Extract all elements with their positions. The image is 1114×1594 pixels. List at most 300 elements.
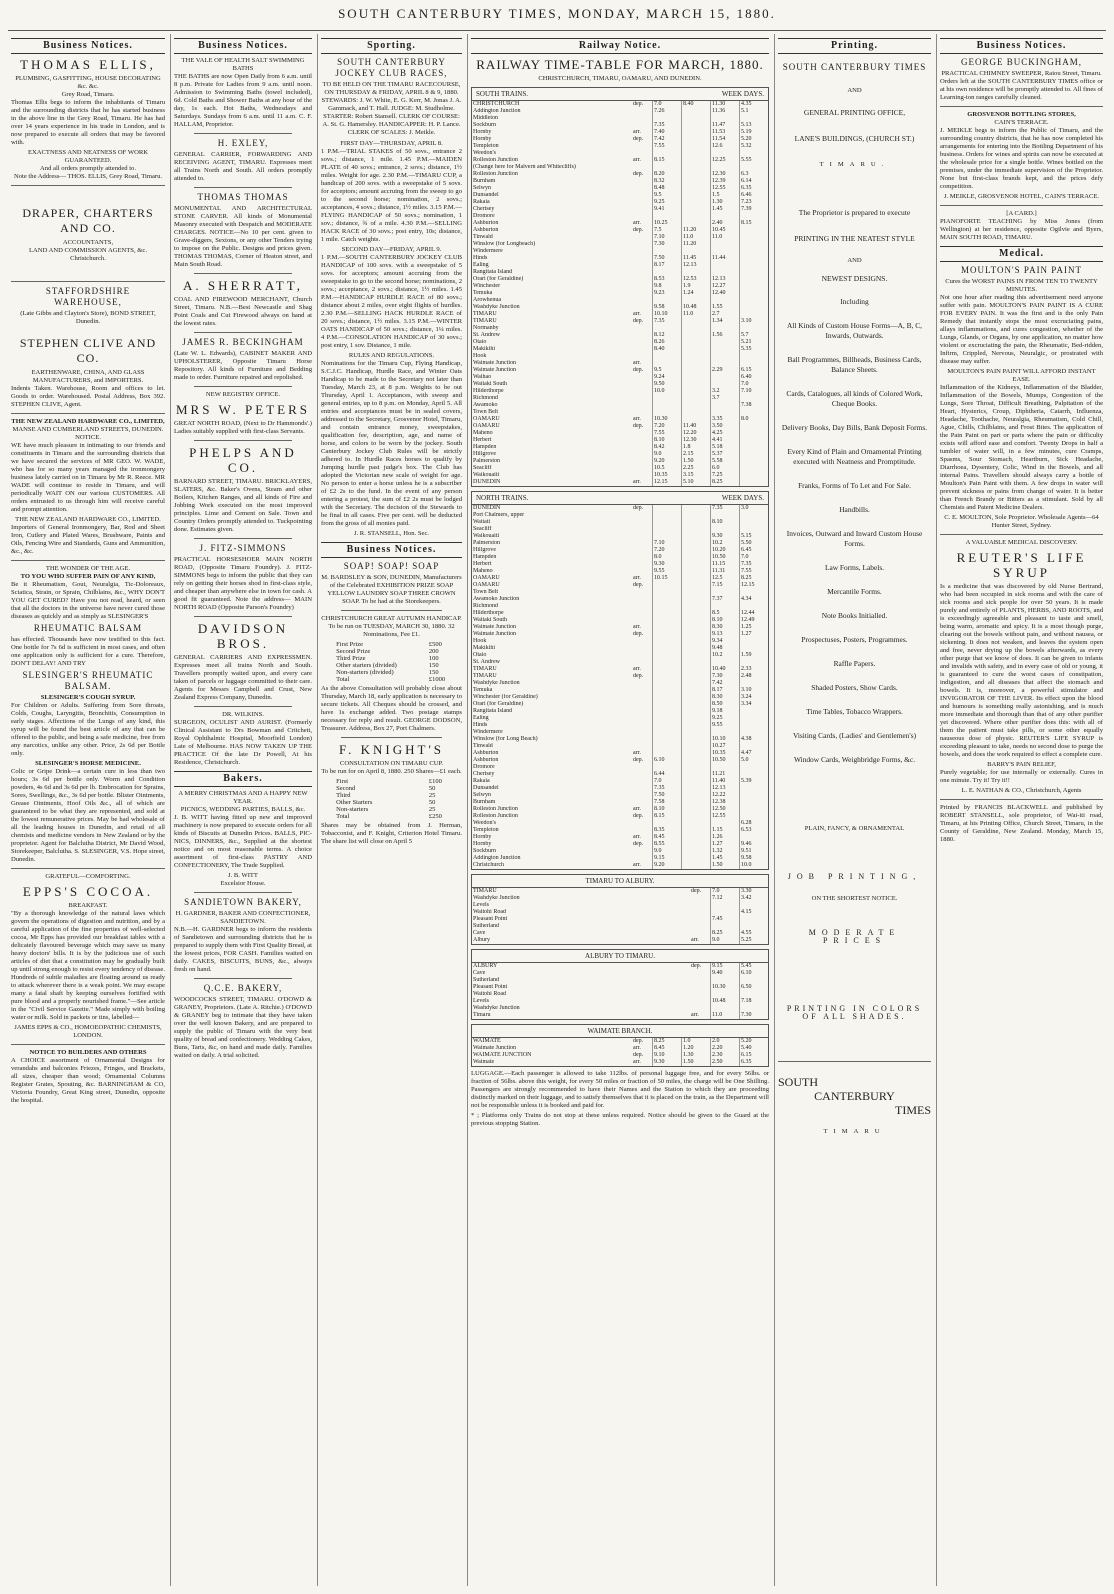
ad-title: REUTER'S LIFE SYRUP bbox=[956, 550, 1087, 580]
station-name: Waihao bbox=[473, 374, 492, 380]
station-name: Hillgrove bbox=[473, 451, 496, 457]
imprint: Printed by FRANCIS BLACKWELL and published by ROBERT STANSELL, sole proprietor, of Wai-iti road, Timaru, at his Printing Office, Church Street, Timaru, in the County of Geraldine, New Zealand. Monday, March 15, 1880. bbox=[940, 804, 1103, 843]
time-cell bbox=[682, 659, 711, 666]
arr-dep bbox=[632, 547, 653, 554]
table-row bbox=[472, 234, 768, 241]
table-row bbox=[472, 374, 768, 381]
table-row bbox=[472, 164, 768, 171]
time-cell: 10.45 bbox=[711, 227, 740, 234]
ad-subtitle: MOULTON'S PAIN PAINT WILL AFFORD INSTANT EASE. bbox=[947, 368, 1096, 383]
arr-dep bbox=[632, 346, 653, 353]
time-cell bbox=[740, 638, 769, 645]
time-cell: 6.28 bbox=[740, 820, 769, 827]
time-cell bbox=[653, 764, 682, 771]
arr-dep: dep. bbox=[633, 423, 644, 429]
time-cell: 6.44 bbox=[653, 771, 682, 778]
column-5 bbox=[774, 34, 934, 1586]
ad-body: STEWARDS: J. W. White, E. G. Kerr, M. Jonas J. A. Gammack, and T. Hall. JUDGE: M. Studholme. STARTER: Robert Stansell. CLERK OF COURSE: A. St. G. Hamersley. HANDICAPPER: H. P. Lance. CLERK OF SCALES: J. Meikle. bbox=[321, 97, 462, 136]
time-cell: 12.30 bbox=[711, 171, 740, 178]
table-row bbox=[472, 318, 768, 325]
station-name: Winslow (for Longbeach) bbox=[473, 241, 536, 247]
station-name: Cave bbox=[473, 970, 486, 976]
return-box bbox=[471, 949, 769, 1020]
time-cell: 9.18 bbox=[711, 708, 740, 715]
time-cell: 9.58 bbox=[740, 855, 769, 862]
time-cell bbox=[682, 199, 711, 206]
time-cell: 2.33 bbox=[740, 666, 769, 673]
time-cell: 5.37 bbox=[711, 451, 740, 458]
time-cell bbox=[682, 505, 711, 512]
table-row bbox=[472, 395, 768, 402]
time-cell: 7.42 bbox=[653, 136, 682, 143]
arr-dep bbox=[632, 122, 653, 129]
table-row bbox=[472, 729, 768, 736]
ad-subtitle: MANSE AND CUMBERLAND STREETS, DUNEDIN. bbox=[12, 426, 164, 433]
time-cell: 5.40 bbox=[740, 1045, 769, 1052]
time-cell: 11.40 bbox=[682, 423, 711, 430]
arr-dep: arr. bbox=[633, 479, 641, 485]
arr-dep: 150 bbox=[428, 662, 439, 669]
time-cell: 7.58 bbox=[653, 799, 682, 806]
table-row bbox=[472, 430, 768, 437]
time-cell bbox=[740, 269, 769, 276]
station-name: Awamoko Junction bbox=[473, 596, 520, 602]
arr-dep: dep. bbox=[633, 318, 644, 324]
time-cell: 11.53 bbox=[711, 129, 740, 136]
time-cell: 10.35 bbox=[653, 472, 682, 479]
table-row bbox=[472, 610, 768, 617]
time-cell bbox=[740, 771, 769, 778]
station-name: Total bbox=[336, 813, 350, 820]
station-name: Second Prize bbox=[336, 648, 371, 655]
time-cell bbox=[682, 806, 711, 813]
time-cell: 10.5 bbox=[653, 465, 682, 472]
time-cell bbox=[740, 645, 769, 652]
time-cell: 8.45 bbox=[653, 834, 682, 841]
time-cell bbox=[682, 213, 711, 220]
station-name: Waitohi Road bbox=[473, 909, 507, 915]
time-cell bbox=[682, 834, 711, 841]
arr-dep: 25 bbox=[428, 806, 436, 813]
time-cell: 1.34 bbox=[711, 318, 740, 325]
time-cell bbox=[653, 512, 682, 519]
table-row bbox=[335, 676, 448, 683]
time-cell: 2.48 bbox=[740, 673, 769, 680]
time-cell: 10.48 bbox=[711, 998, 740, 1005]
ad-body: Nominations for the Timaru Cup, Flying Handicap, S.C.J.C. Handicap, Hurdle Race, and Winter Oats Handicap to be made to the Secretary not later than Tuesday, March 23, at 8 p.m. Weights to be out Thursday, April 1. Acceptances, with sweep and general entries, up to 8 p.m. on Monday, April 5. All entries and acceptances must be in sealed covers, addressed to the Secretary, Grosvenor Hotel, Timaru, and contain entrance money, sweepstakes, qualification fee, description, age, and name of horse, and colors to be worn by the jockey. South Canterbury Jockey Club Rules will be strictly adhered to. In Hurdle Races horses to qualify by Jumping hurdle past judge's box. The Club has adopted the Victorian new scale of weight for age. No person to enter a horse unless he is a subscriber of £2 2s to the fund. In the event of any person entering a protest, the sum of £2 2s must be lodged with the Secretary. The decision of the Stewards to be final in all cases. Five per cent. will be deducted from the gross of all monies paid. bbox=[321, 360, 462, 527]
time-cell bbox=[711, 977, 740, 984]
time-cell bbox=[682, 150, 711, 157]
time-cell: 10.2 bbox=[711, 540, 740, 547]
time-cell bbox=[653, 722, 682, 729]
divider bbox=[194, 440, 292, 441]
station-name: Herbert bbox=[473, 561, 492, 567]
time-cell bbox=[653, 505, 682, 512]
time-cell: 4.55 bbox=[740, 930, 769, 937]
time-cell bbox=[740, 729, 769, 736]
time-cell bbox=[682, 715, 711, 722]
time-cell: 4.25 bbox=[711, 430, 740, 437]
time-cell: 7.18 bbox=[740, 998, 769, 1005]
time-cell bbox=[653, 680, 682, 687]
station-name: Orari (for Geraldine) bbox=[473, 701, 524, 707]
section-heading: Sporting. bbox=[321, 38, 462, 54]
arr-dep bbox=[690, 930, 711, 937]
table-row bbox=[472, 785, 768, 792]
station-name: OAMARU bbox=[473, 575, 500, 581]
time-cell bbox=[653, 519, 682, 526]
time-cell bbox=[740, 465, 769, 472]
section-heading: Railway Notice. bbox=[471, 38, 769, 54]
time-cell bbox=[682, 339, 711, 346]
ad-body: Inflammation of the Kidneys, Inflammation of the Bladder, Inflammation of the Bowels, Mumps, Congestion of the Lungs, Sore Throat, Difficult Breathing, Palpitation of the Heart, Hysterics, Croup, Diphtheria, Catarrh, Influenza, Headache, Toothache, Neuralgia, Rheumatism, Cold Chill, Ague, Chills, Chilblains, and Frost Bites. The application of the Pain Paint on part or parts where the pain or difficulty exists will afford ease and comfort. Twenty Drops in half a tumbler of water will, in a few minutes, cure Cramps, Spasms, Sour Stomach, Heartburn, Sick Headache, Diarrhoea, Dysentery, Colic, Wind in the Bowels, and all internal Pains. Travellers should always carry a bottle of Moulton's Pain Paint with them. A few drops in water will prevent sickness or pains from change of water. It is better than French Brandy or Bitters as a stimulant. Sold by all Chemists and Patent Medicine Dealers. bbox=[940, 384, 1103, 511]
station-name: CHRISTCHURCH bbox=[473, 101, 520, 107]
arr-dep: arr. bbox=[633, 220, 641, 226]
time-cell: 7.55 bbox=[653, 143, 682, 150]
time-cell bbox=[682, 785, 711, 792]
arr-dep: dep. bbox=[633, 136, 644, 142]
time-cell bbox=[682, 122, 711, 129]
table-row bbox=[472, 799, 768, 806]
time-cell bbox=[682, 554, 711, 561]
ad-body: WE have much pleasure in intimating to our friends and constituents in Timaru and the surrounding districts that we have secured the services of MR GEO. W. WADE, who has for so many years managed the ironmongery business lately carried on in Timaru by Mr R. Reece. MR WADE will continue to reside in Timaru, and will periodically WAIT ON our various CUSTOMERS. All orders entrusted to us through him will receive careful and prompt attention. bbox=[11, 442, 165, 513]
table-row bbox=[335, 806, 448, 813]
ad-title: STEPHEN CLIVE AND CO. bbox=[19, 336, 157, 365]
station-name: Rolleston Junction bbox=[473, 171, 518, 177]
time-cell: 3.24 bbox=[740, 694, 769, 701]
time-cell bbox=[653, 715, 682, 722]
time-cell bbox=[682, 855, 711, 862]
ad-title: THE NEW ZEALAND HARDWARE CO., LIMITED, bbox=[11, 418, 165, 425]
time-cell bbox=[682, 722, 711, 729]
time-cell: 11.0 bbox=[682, 311, 711, 318]
time-cell: 2.30 bbox=[711, 1052, 740, 1059]
time-cell bbox=[682, 750, 711, 757]
station-name: Second bbox=[336, 785, 356, 792]
time-cell: 1.50 bbox=[682, 1059, 711, 1066]
time-cell bbox=[711, 381, 740, 388]
station-name: Richmond bbox=[473, 603, 498, 609]
station-name: Other Starters bbox=[336, 799, 373, 806]
time-cell: 10.50 bbox=[711, 757, 740, 764]
time-cell bbox=[653, 687, 682, 694]
table-heading: SOUTH TRAINS. bbox=[476, 90, 528, 98]
arr-dep: 150 bbox=[428, 669, 439, 676]
section-heading: Business Notices. bbox=[11, 38, 165, 54]
table-heading: NORTH TRAINS. bbox=[476, 494, 529, 502]
time-cell: 8.32 bbox=[653, 178, 682, 185]
table-row bbox=[472, 255, 768, 262]
time-cell bbox=[682, 157, 711, 164]
time-cell: 7.35 bbox=[653, 318, 682, 325]
time-cell: 9.58 bbox=[653, 304, 682, 311]
time-cell bbox=[653, 526, 682, 533]
arr-dep bbox=[632, 178, 653, 185]
time-cell bbox=[682, 192, 711, 199]
time-cell: 1.50 bbox=[682, 458, 711, 465]
table-row bbox=[472, 708, 768, 715]
time-cell: 2.7 bbox=[711, 311, 740, 318]
ad-title: A. SHERRATT, bbox=[183, 278, 303, 293]
time-cell: 2.0 bbox=[711, 1038, 740, 1045]
time-cell bbox=[740, 799, 769, 806]
time-cell: 9.20 bbox=[653, 862, 682, 869]
time-cell: 4.41 bbox=[711, 437, 740, 444]
station-name: Sutherland bbox=[473, 977, 499, 983]
arr-dep bbox=[632, 290, 653, 297]
ad-signature: J. B. WITT bbox=[228, 872, 258, 879]
time-cell: 12.55 bbox=[711, 813, 740, 820]
ad-body: Importers of General Ironmongery, Bar, Rod and Sheet Iron, Cutlery and Plated Wares, Brushware, Paints and Oils, Fencing Wire and Standards, Guns and Ammunition, &c., &c. bbox=[11, 524, 165, 555]
arr-dep bbox=[632, 561, 653, 568]
time-cell bbox=[682, 297, 711, 304]
arr-dep: arr. bbox=[633, 862, 641, 868]
time-cell bbox=[711, 409, 740, 416]
time-cell bbox=[711, 402, 740, 409]
arr-dep bbox=[632, 722, 653, 729]
arr-dep bbox=[632, 694, 653, 701]
arr-dep: arr. bbox=[633, 157, 641, 163]
arr-dep: 50 bbox=[428, 785, 436, 792]
ad-body: Not one hour after reading this advertisement need anyone suffer with pain. MOULTON'S PAIN PAINT IS A CURE FOR EVERY PAIN. It was the first and is the only Pain Remedy that instantly stops the most excruciating pains, allays inflammations, and cures congestion, whether of the Lungs, Glands, or Organs, by one application, no matter how violent or excruciating the pain, the Rheumatic, Bed-ridden, Infirm, Crippled, Nervous, Neuralgic, or prostrated with disease may suffer. bbox=[940, 294, 1103, 365]
ad-line: PRINTING IN THE NEATEST STYLE bbox=[794, 234, 915, 243]
time-cell: 12.13 bbox=[711, 785, 740, 792]
ad-body: SURGEON, OCULIST AND AURIST. (Formerly Clinical Assistant to Drs Bowman and Critchett, Royal Ophthalmic Hospital, Moorfield London) Late of Melbourne. HAS NOW TAKEN UP THE PRACTICE Of the late Dr Powell, At his Residence, Christchurch. bbox=[174, 719, 312, 766]
time-cell bbox=[682, 694, 711, 701]
arr-dep bbox=[632, 192, 653, 199]
ad-subtitle: BREAKFAST. bbox=[68, 902, 108, 909]
printing-item: Shaded Posters, Show Cards. bbox=[811, 683, 898, 692]
arr-dep bbox=[632, 409, 653, 416]
time-cell: 1.20 bbox=[682, 1045, 711, 1052]
time-cell: 12.25 bbox=[711, 157, 740, 164]
time-cell bbox=[682, 388, 711, 395]
arr-dep bbox=[632, 444, 653, 451]
table-row bbox=[472, 283, 768, 290]
station-name: Herbert bbox=[473, 437, 492, 443]
time-cell bbox=[740, 1005, 769, 1012]
table-row bbox=[335, 662, 448, 669]
table-row bbox=[472, 659, 768, 666]
time-cell bbox=[653, 115, 682, 122]
time-cell bbox=[653, 297, 682, 304]
ad-body: "By a thorough knowledge of the natural laws which govern the operations of digestion and nutrition, and by a careful application of the fine properties of well-selected cocoa, Mr Epps has provided our breakfast tables with a delicately flavoured beverage which may save us many heavy doctors' bills. It is by the judicious use of such articles of diet that a constitution may be gradually built up until strong enough to resist every tendency of disease. Hundreds of subtle maladies are floating around us ready to attack wherever there is a weak point. We may escape many a fatal shaft by keeping ourselves fortified with pure blood and a properly nourished frame."—See article in the "Civil Service Gazette." Made simply with boiling water or milk. Sold in packets or tins, labelled— bbox=[11, 910, 165, 1021]
table-row bbox=[472, 157, 768, 164]
time-cell: 9.15 bbox=[653, 855, 682, 862]
station-name: Waitaki South bbox=[473, 381, 508, 387]
station-name: Cave bbox=[473, 930, 486, 936]
time-cell: 12.22 bbox=[711, 792, 740, 799]
arr-dep bbox=[632, 451, 653, 458]
station-name: Addington Junction bbox=[473, 108, 521, 114]
divider bbox=[940, 205, 1103, 206]
station-name: Sutherland bbox=[473, 923, 499, 929]
time-cell: 7.20 bbox=[653, 547, 682, 554]
ad-title: THE VALE OF HEALTH SALT SWIMMING BATHS bbox=[181, 57, 305, 72]
arr-dep bbox=[632, 108, 653, 115]
time-cell bbox=[682, 178, 711, 185]
time-cell bbox=[653, 694, 682, 701]
time-cell: 3.10 bbox=[740, 687, 769, 694]
table-row bbox=[472, 458, 768, 465]
time-cell: 11.21 bbox=[711, 771, 740, 778]
time-cell: 7.42 bbox=[711, 680, 740, 687]
printing-item: Prospectuses, Posters, Programmes. bbox=[801, 635, 908, 644]
table-row bbox=[472, 213, 768, 220]
time-cell: 8.25 bbox=[711, 930, 740, 937]
return-table bbox=[472, 963, 768, 1019]
time-cell bbox=[653, 659, 682, 666]
time-cell bbox=[682, 220, 711, 227]
time-cell: 10.25 bbox=[653, 220, 682, 227]
station-name: Addington Junction bbox=[473, 855, 521, 861]
time-cell: 4.38 bbox=[740, 736, 769, 743]
table-row bbox=[335, 648, 448, 655]
table-row bbox=[472, 332, 768, 339]
station-name: Ashburton bbox=[473, 757, 499, 763]
time-cell bbox=[711, 241, 740, 248]
time-cell bbox=[682, 115, 711, 122]
time-cell: 11.31 bbox=[711, 568, 740, 575]
ad-emphasis: EXACTNESS AND NEATNESS OF WORK GUARANTEED. bbox=[27, 149, 149, 164]
table-row bbox=[472, 199, 768, 206]
time-cell bbox=[653, 582, 682, 589]
luggage-notice: LUGGAGE.—Each passenger is allowed to take 112lbs. of personal luggage free, and for every 56lbs. or fraction of 56lbs. above this weight, for every 50 miles or fraction of 50 miles, the charge will be One Shilling. Passengers are strongly recommended to have their Names and the Station to which they are proceeding distinctly marked on their luggage, and to satisfy themselves that it is placed on the train, as the Department will not be responsible unless it is booked and paid for. bbox=[471, 1070, 769, 1109]
time-cell bbox=[682, 325, 711, 332]
time-cell: 12.13 bbox=[682, 262, 711, 269]
time-cell bbox=[653, 395, 682, 402]
arr-dep bbox=[690, 923, 711, 930]
divider bbox=[194, 616, 292, 617]
time-cell bbox=[653, 164, 682, 171]
time-cell bbox=[740, 360, 769, 367]
time-cell: 1.25 bbox=[740, 624, 769, 631]
station-name: Hampden bbox=[473, 554, 497, 560]
station-name: Hinds bbox=[473, 255, 488, 261]
time-cell bbox=[740, 430, 769, 437]
ad-line: TIMARU bbox=[823, 1128, 886, 1135]
time-cell: 2.50 bbox=[711, 1059, 740, 1066]
south-trains-box bbox=[471, 87, 769, 487]
time-cell bbox=[740, 262, 769, 269]
time-cell bbox=[740, 437, 769, 444]
ad-title: RHEUMATIC BALSAM bbox=[33, 623, 143, 633]
time-cell bbox=[740, 680, 769, 687]
column-2 bbox=[170, 34, 315, 1586]
station-name: Town Belt bbox=[473, 409, 499, 415]
station-name: Winchester bbox=[473, 283, 501, 289]
table-row bbox=[472, 248, 768, 255]
time-cell: 3.0 bbox=[740, 505, 769, 512]
prize-table bbox=[335, 641, 448, 683]
arr-dep bbox=[632, 638, 653, 645]
section-heading: Business Notices. bbox=[174, 38, 312, 54]
station-name: Normanby bbox=[473, 325, 499, 331]
time-cell bbox=[711, 374, 740, 381]
ad-body: MONUMENTAL AND ARCHITECTURAL STONE CARVER. All kinds of Monumental Masonry executed with Despatch and MODERATE CHARGES. NOTICE—No 10 per cent. given to Grave-diggers, Sextons, or any other Tenders trying to impose on the Public. Designs and prices given. THOMAS THOMAS, Corner of Heaton street, and Main South Road. bbox=[174, 205, 312, 268]
time-cell bbox=[653, 402, 682, 409]
time-cell: 7.25 bbox=[711, 472, 740, 479]
time-cell bbox=[682, 108, 711, 115]
divider bbox=[11, 560, 165, 561]
time-cell: 5.1 bbox=[740, 108, 769, 115]
ad-title: CANTERBURY bbox=[814, 1089, 895, 1103]
time-cell bbox=[682, 269, 711, 276]
time-cell bbox=[682, 533, 711, 540]
time-cell: 8.30 bbox=[711, 694, 740, 701]
time-cell: 8.20 bbox=[653, 171, 682, 178]
table-row bbox=[472, 533, 768, 540]
time-cell bbox=[711, 603, 740, 610]
time-cell: 3.2 bbox=[711, 388, 740, 395]
divider bbox=[194, 978, 292, 979]
arr-dep bbox=[632, 771, 653, 778]
waimate-table bbox=[472, 1038, 768, 1066]
station-name: Waitaki South bbox=[473, 617, 508, 623]
ad-line: And all orders promptly attended to. bbox=[40, 165, 136, 172]
ad-subtitle: PRACTICAL CHIMNEY SWEEPER, Raiou Street, Timaru. bbox=[941, 70, 1102, 77]
ad-subtitle: TO YOU WHO SUFFER PAIN OF ANY KIND, bbox=[20, 573, 156, 580]
table-row bbox=[472, 792, 768, 799]
station-name: Hornby bbox=[473, 136, 492, 142]
arr-dep bbox=[632, 241, 653, 248]
time-cell: 6.10 bbox=[653, 757, 682, 764]
station-name: Hilderthorpe bbox=[473, 388, 504, 394]
time-cell bbox=[682, 841, 711, 848]
time-cell: 8.5 bbox=[711, 610, 740, 617]
arr-dep bbox=[632, 540, 653, 547]
time-cell bbox=[682, 652, 711, 659]
time-cell bbox=[653, 610, 682, 617]
table-row bbox=[472, 554, 768, 561]
station-name: OAMARU bbox=[473, 423, 500, 429]
ad-title: SOUTH CANTERBURY TIMES bbox=[782, 62, 927, 72]
ad-title: Q.C.E. BAKERY, bbox=[203, 983, 283, 993]
arr-dep: dep. bbox=[633, 227, 644, 233]
time-cell: 7.30 bbox=[653, 241, 682, 248]
arr-dep bbox=[632, 248, 653, 255]
ad-signature: C. E. MOULTON, Sole Proprietor. Wholesale Agents—64 Hunter Street, Sydney. bbox=[944, 514, 1099, 529]
time-cell bbox=[740, 409, 769, 416]
printing-item: Mercantile Forms. bbox=[827, 587, 882, 596]
time-cell: 2.29 bbox=[711, 367, 740, 374]
ad-title: STAFFORDSHIRE WAREHOUSE, bbox=[45, 286, 131, 307]
time-cell: 6.53 bbox=[740, 827, 769, 834]
time-cell bbox=[740, 395, 769, 402]
time-cell: 8.48 bbox=[653, 185, 682, 192]
time-cell: 9.55 bbox=[653, 568, 682, 575]
table-row bbox=[472, 771, 768, 778]
time-cell: 9.10 bbox=[653, 1052, 682, 1059]
station-name: Waimate Junction bbox=[473, 624, 517, 630]
station-name: Timaru bbox=[473, 1012, 491, 1018]
arr-dep: arr. bbox=[633, 416, 641, 422]
time-cell: 1.59 bbox=[740, 652, 769, 659]
arr-dep: £1000 bbox=[428, 676, 446, 683]
table-row bbox=[335, 641, 448, 648]
station-name: Windermere bbox=[473, 248, 503, 254]
table-row bbox=[472, 855, 768, 862]
divider bbox=[194, 133, 292, 134]
time-cell bbox=[682, 701, 711, 708]
time-cell: 10.35 bbox=[711, 750, 740, 757]
time-cell bbox=[711, 346, 740, 353]
station-name: DUNEDIN bbox=[473, 505, 501, 511]
ad-title: F. KNIGHT'S bbox=[338, 742, 445, 757]
table-row bbox=[472, 764, 768, 771]
timetable-title: RAILWAY TIME-TABLE FOR MARCH, 1880. bbox=[476, 57, 764, 72]
time-cell: 7.35 bbox=[653, 785, 682, 792]
